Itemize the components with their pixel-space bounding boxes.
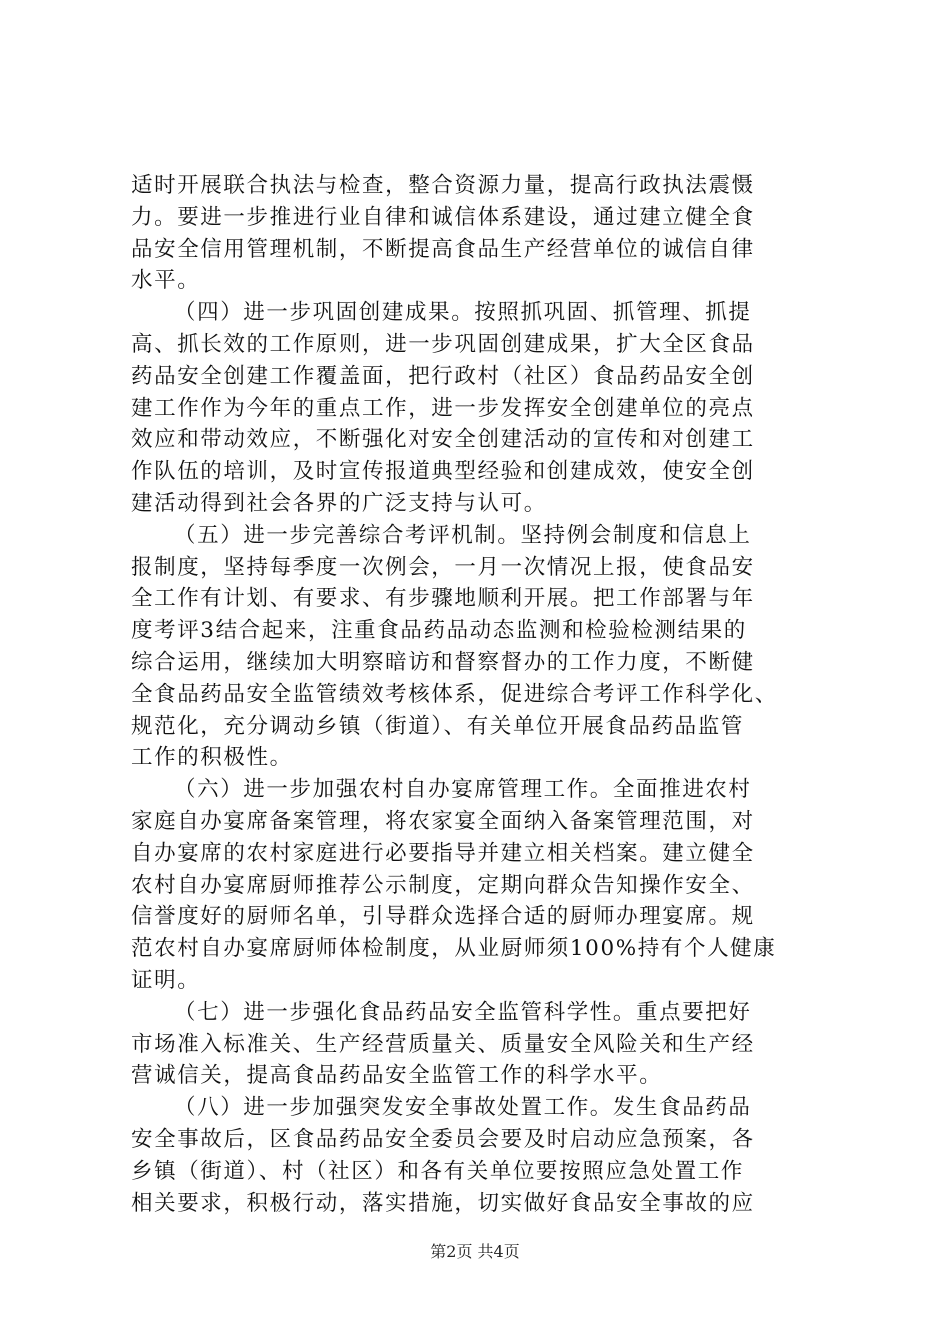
- text-line: 相关要求，积极行动，落实措施，切实做好食品安全事故的应: [131, 1190, 755, 1216]
- text-line: 药品安全创建工作覆盖面，把行政村（社区）食品药品安全创: [131, 363, 755, 389]
- text-line: 安全事故后，区食品药品安全委员会要及时启动应急预案，各: [131, 1126, 755, 1152]
- text-line: 市场准入标准关、生产经营质量关、质量安全风险关和生产经: [131, 1031, 755, 1057]
- paragraph-first-line: （六）进一步加强农村自办宴席管理工作。全面推进农村: [174, 777, 752, 803]
- text-line: 规范化，充分调动乡镇（街道）、有关单位开展食品药品监管: [131, 713, 744, 739]
- text-line: 家庭自办宴席备案管理，将农家宴全面纳入备案管理范围，对: [131, 808, 755, 834]
- text-line: 建工作作为今年的重点工作，进一步发挥安全创建单位的亮点: [131, 395, 755, 421]
- text-line: 综合运用，继续加大明察暗访和督察督办的工作力度，不断健: [131, 649, 755, 675]
- text-line: 全食品药品安全监管绩效考核体系，促进综合考评工作科学化、: [131, 681, 778, 707]
- text-line: 范农村自办宴席厨师体检制度，从业厨师须100%持有个人健康: [131, 936, 777, 962]
- document-body: [131, 170, 831, 1219]
- text-line: 品安全信用管理机制，不断提高食品生产经营单位的诚信自律: [131, 236, 755, 262]
- text-line: 乡镇（街道）、村（社区）和各有关单位要按照应急处置工作: [131, 1158, 744, 1184]
- paragraph-first-line: （七）进一步强化食品药品安全监管科学性。重点要把好: [174, 999, 752, 1025]
- text-line: 信誉度好的厨师名单，引导群众选择合适的厨师办理宴席。规: [131, 904, 755, 930]
- page-footer: 第2页 共4页: [430, 1242, 520, 1261]
- text-line: 工作的积极性。: [131, 745, 293, 771]
- text-line: 适时开展联合执法与检查，整合资源力量，提高行政执法震慑: [131, 173, 755, 198]
- text-line: 农村自办宴席厨师推荐公示制度，定期向群众告知操作安全、: [131, 872, 755, 898]
- text-line: 高、抓长效的工作原则，进一步巩固创建成果，扩大全区食品: [131, 331, 755, 357]
- text-line: 自办宴席的农村家庭进行必要指导并建立相关档案。建立健全: [131, 840, 755, 866]
- text-line: 作队伍的培训，及时宣传报道典型经验和创建成效，使安全创: [131, 459, 755, 485]
- text-line: 效应和带动效应，不断强化对安全创建活动的宣传和对创建工: [131, 427, 755, 453]
- text-line: 证明。: [131, 967, 201, 993]
- text-line: 水平。: [131, 268, 201, 294]
- text-line: 全工作有计划、有要求、有步骤地顺利开展。把工作部署与年: [131, 586, 755, 612]
- paragraph-first-line: （五）进一步完善综合考评机制。坚持例会制度和信息上: [174, 522, 752, 548]
- text-line: 建活动得到社会各界的广泛支持与认可。: [131, 490, 547, 516]
- text-line: 力。要进一步推进行业自律和诚信体系建设，通过建立健全食: [131, 204, 755, 230]
- text-line: 报制度，坚持每季度一次例会，一月一次情况上报，使食品安: [131, 554, 755, 580]
- text-line: 度考评3结合起来，注重食品药品动态监测和检验检测结果的: [131, 618, 747, 644]
- paragraph-first-line: （八）进一步加强突发安全事故处置工作。发生食品药品: [174, 1095, 752, 1121]
- text-line: 营诚信关，提高食品药品安全监管工作的科学水平。: [131, 1063, 663, 1089]
- paragraph-first-line: （四）进一步巩固创建成果。按照抓巩固、抓管理、抓提: [174, 300, 752, 326]
